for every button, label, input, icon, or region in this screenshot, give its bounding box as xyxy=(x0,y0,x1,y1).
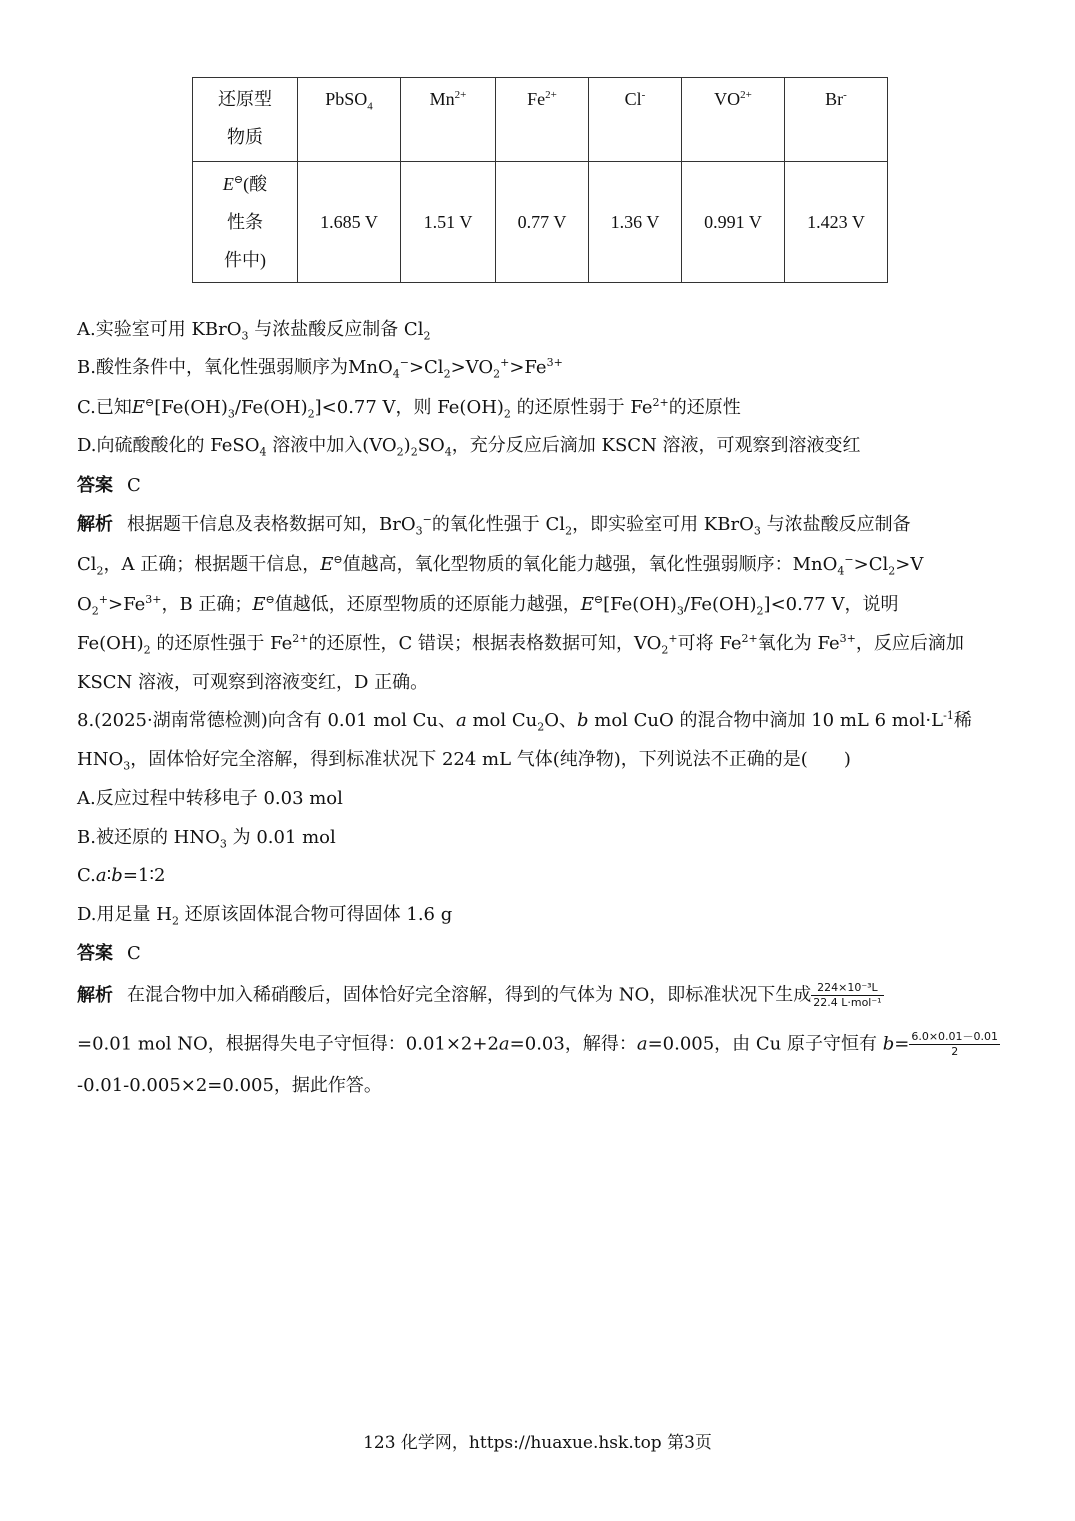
table-row xyxy=(193,162,888,283)
q7-option-a: A.实验室可用 KBrO$_3$ 与浓盐酸反应制备 $Cl_2$ xyxy=(77,319,431,343)
q7-option-b: B.酸性条件中，氧化性强弱顺序为$MnO_4^->Cl_2>VO_2^+>Fe^{3+}$ xyxy=(77,356,563,381)
table-cell: $Mn^{2+}$ xyxy=(401,78,496,162)
page-footer: 123 化学网，https://huaxue.hsk.top 第3页 xyxy=(363,1433,712,1453)
q7-answer: 答案 C xyxy=(77,475,141,496)
table-cell: 1.51 V xyxy=(401,162,496,283)
q7-option-d: D.向硫酸酸化的 FeSO$_4$ 溶液中加入$(VO_2)_2SO_4$，充分反应后滴加 KSCN 溶液，可观察到溶液变红 xyxy=(77,435,861,459)
table-cell: Br- xyxy=(785,78,888,162)
q8-analysis-line: -0.01-0.005×2=0.005，据此作答。 xyxy=(77,1075,382,1096)
table-cell: Cl- xyxy=(589,78,682,162)
q8-option-c: C.a∶b=1∶2 xyxy=(77,865,166,886)
q7-option-c: C.已知$E^⊖[Fe(OH)_3/Fe(OH)_2]<0.77$ V，则 $Fe(OH)_2$ 的还原性弱于 $Fe^{2+}$的还原性 xyxy=(77,396,741,421)
table-cell: $Fe^{2+}$ xyxy=(496,78,589,162)
q7-analysis-line: $O_2^+>Fe^{3+}$，B 正确；E⊖值越低，还原型物质的还原能力越强，$E^⊖[Fe(OH)_3/Fe(OH)_2]<0.77$ V，说明 xyxy=(77,593,899,618)
q7-analysis-line: 解析 根据题干信息及表格数据可知，BrO$_3$−的氧化性强于 $Cl_2$，即实验室可用 KBrO$_3$ 与浓盐酸反应制备 xyxy=(77,513,911,538)
table-header-cell: 还原型 物质 xyxy=(193,78,298,162)
q7-analysis-line: $Cl_2$，A 正确；根据题干信息，E⊖值越高，氧化型物质的氧化能力越强，氧化性强弱顺序：$MnO_4^->Cl_2>V$ xyxy=(77,553,924,578)
potential-table xyxy=(192,77,888,283)
q8-analysis-line: 解析 在混合物中加入稀硝酸后，固体恰好完全溶解，得到的气体为 NO，即标准状况下生成 $\frac{\text{224×10⁻³L}}{\text{22.4 L·mol⁻¹}}$ xyxy=(77,981,882,1009)
table-header-cell: E⊖(酸 性条 件中) xyxy=(193,162,298,283)
q8-option-a: A.反应过程中转移电子 0.03 mol xyxy=(77,788,343,809)
q8-analysis-line: =0.01 mol NO，根据得失电子守恒得：0.01×2+2a=0.03，解得：a=0.005，由 Cu 原子守恒有 b= $\frac{6.0\times 0.01-0.01}{2}$ xyxy=(77,1030,999,1058)
q7-analysis-line: $Fe(OH)_2$ 的还原性强于 $Fe^{2+}$的还原性，C 错误；根据表格数据可知，$VO_2^+$可将 $Fe^{2+}$氧化为 $Fe^{3+}$，反应后滴加 xyxy=(77,632,964,657)
table-cell: 1.685 V xyxy=(298,162,401,283)
table-cell: $VO^{2+}$ xyxy=(682,78,785,162)
table-cell: 0.77 V xyxy=(496,162,589,283)
q8-answer: 答案 C xyxy=(77,943,141,964)
q7-analysis-line: KSCN 溶液，可观察到溶液变红，D 正确。 xyxy=(77,672,429,693)
q8-option-d: D.用足量 $H_2$ 还原该固体混合物可得固体 1.6 g xyxy=(77,904,453,928)
q8-stem: 8.(2025·湖南常德检测)向含有 0.01 mol Cu、a mol $Cu_2O$、b mol CuO 的混合物中滴加 10 mL 6 $mol\cdot L^{-1}$稀 xyxy=(77,709,972,734)
fraction: $\frac{\text{224×10⁻³L}}{\text{22.4 L·mol⁻¹}}$ xyxy=(813,981,882,1009)
table-cell: PbSO$_4$ xyxy=(298,78,401,162)
table-row xyxy=(193,78,888,162)
q8-stem: $HNO_3$，固体恰好完全溶解，得到标准状况下 224 mL 气体(纯净物)，下列说法不正确的是( ) xyxy=(77,749,851,773)
fraction: $\frac{6.0\times 0.01-0.01}{2}$ xyxy=(911,1030,999,1058)
table-cell: 1.36 V xyxy=(589,162,682,283)
q8-option-b: B.被还原的 $HNO_3$ 为 0.01 mol xyxy=(77,827,336,851)
table-cell: 1.423 V xyxy=(785,162,888,283)
table-cell: 0.991 V xyxy=(682,162,785,283)
